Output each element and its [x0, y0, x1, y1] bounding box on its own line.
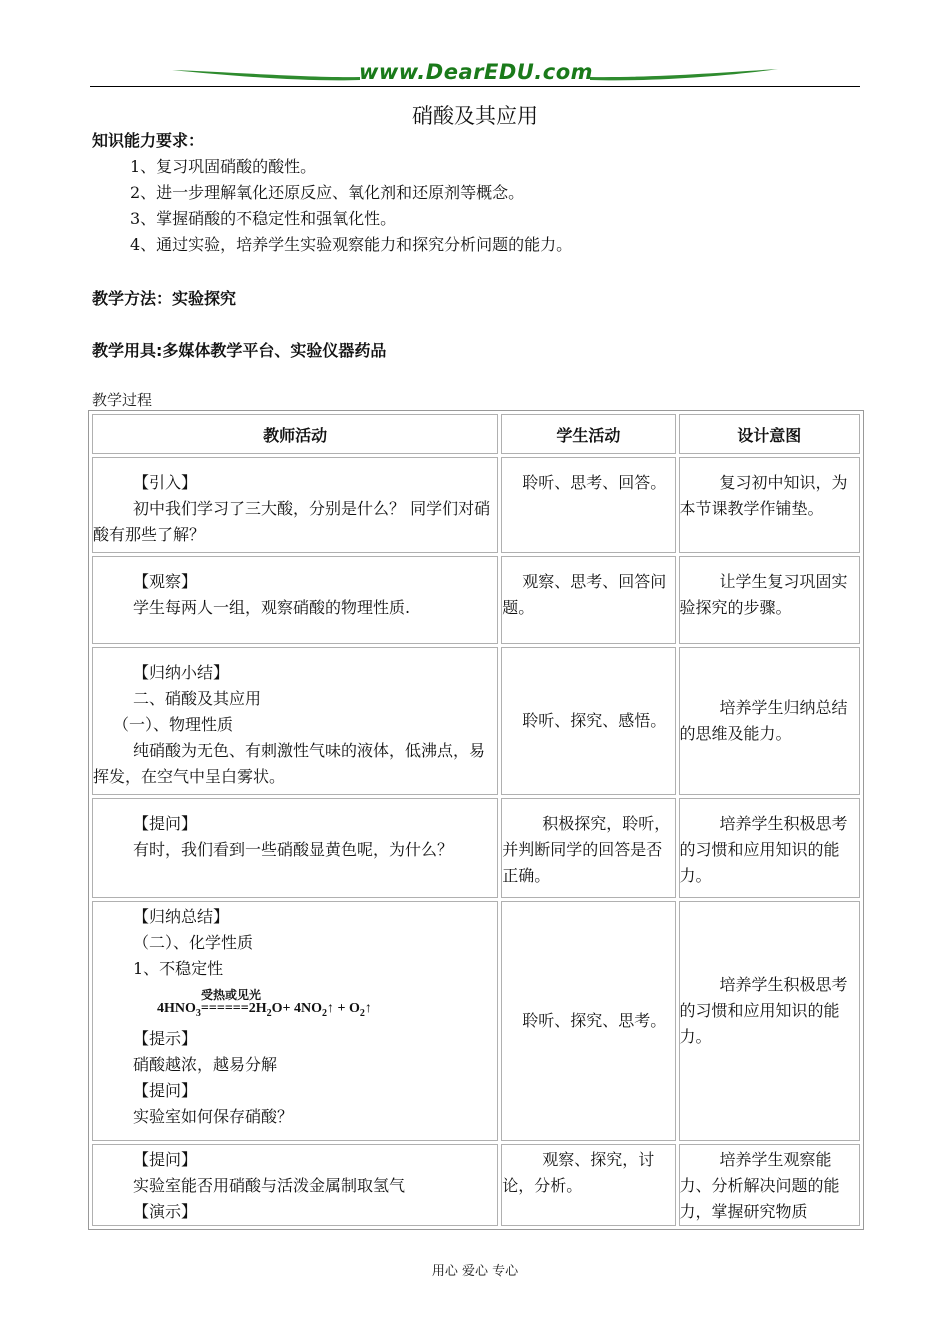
page-title: 硝酸及其应用	[412, 104, 538, 128]
table-row	[92, 1144, 860, 1226]
page-footer: 用心 爱心 专心	[431, 1264, 519, 1279]
objective-item: 4、通过实验，培养学生实验观察能力和探究分析问题的能力。	[130, 235, 573, 254]
decomposition-equation	[157, 982, 497, 1026]
teacher-activity: 【提问】 有时，我们看到一些硝酸显黄色呢，为什么？	[133, 814, 454, 859]
table-row	[92, 647, 860, 795]
student-activity: 观察、探究，讨论，分析。	[502, 1150, 655, 1195]
table-row	[92, 798, 860, 898]
process-label: 教学过程	[92, 391, 153, 409]
site-logo-text[interactable]: www.DearEDU.com	[358, 60, 594, 84]
teacher-activity: 【归纳小结】 二、硝酸及其应用 （一）、物理性质 纯硝酸为无色、有刺激性气味的液体，低沸点，易挥发，在空气中呈白雾状。	[93, 663, 486, 786]
design-intent: 培养学生观察能力、分析解决问题的能力，掌握研究物质	[679, 1150, 840, 1221]
table-row	[92, 457, 860, 553]
objectives-heading: 知识能力要求：	[92, 131, 205, 150]
student-activity: 聆听、探究、思考。	[522, 1011, 667, 1030]
teaching-tools: 教学用具:多媒体教学平台、实验仪器药品	[92, 341, 387, 360]
objectives-list	[130, 154, 572, 258]
header-teacher: 教师活动	[92, 414, 498, 454]
student-activity: 聆听、思考、回答。	[522, 473, 667, 492]
objective-item: 3、掌握硝酸的不稳定性和强氧化性。	[130, 209, 397, 228]
objective-item: 1、复习巩固硝酸的酸性。	[130, 157, 317, 176]
design-intent: 培养学生积极思考的习惯和应用知识的能力。	[679, 975, 848, 1046]
equation-line: $4HNO_3======2H_2O+$ $4NO_2↑$ + $O_2↑$	[157, 1001, 372, 1019]
teacher-activity: 【提问】 实验室能否用硝酸与活泼金属制取氢气 【演示】	[133, 1150, 406, 1221]
header-intent: 设计意图	[679, 414, 860, 454]
header-rule	[90, 86, 860, 87]
student-activity: 积极探究，聆听，并判断同学的回答是否正确。	[502, 814, 671, 885]
teaching-method: 教学方法：实验探究	[92, 289, 237, 308]
teacher-activity: 【引入】 初中我们学习了三大酸，分别是什么？ 同学们对硝酸有那些了解？	[93, 473, 491, 544]
design-intent: 培养学生积极思考的习惯和应用知识的能力。	[679, 814, 848, 885]
design-intent: 让学生复习巩固实验探究的步骤。	[679, 572, 848, 617]
header-student: 学生活动	[501, 414, 675, 454]
table-row	[92, 901, 860, 1141]
student-activity: 观察、思考、回答问题。	[502, 572, 667, 617]
teacher-activity: 【观察】 学生每两人一组，观察硝酸的物理性质.	[133, 572, 411, 617]
reaction-condition: 受热或见光	[201, 988, 262, 1002]
process-table	[88, 410, 864, 1230]
design-intent: 复习初中知识，为本节课教学作铺垫。	[679, 473, 848, 518]
teacher-activity: 【归纳总结】 （二）、化学性质 1、不稳定性 受热或见光 $4HNO_3======2H_2O+$ $4NO_2↑$ + $O_2↑$ 【提示】 硝酸越浓，越易分解 【提问】 实验室如何保存硝酸？	[93, 902, 497, 1130]
objective-item: 2、进一步理解氧化还原反应、氧化剂和还原剂等概念。	[130, 183, 525, 202]
table-row	[92, 556, 860, 644]
design-intent: 培养学生归纳总结的思维及能力。	[679, 698, 848, 743]
student-activity: 聆听、探究、感悟。	[522, 711, 667, 730]
table-header-row	[92, 414, 860, 454]
